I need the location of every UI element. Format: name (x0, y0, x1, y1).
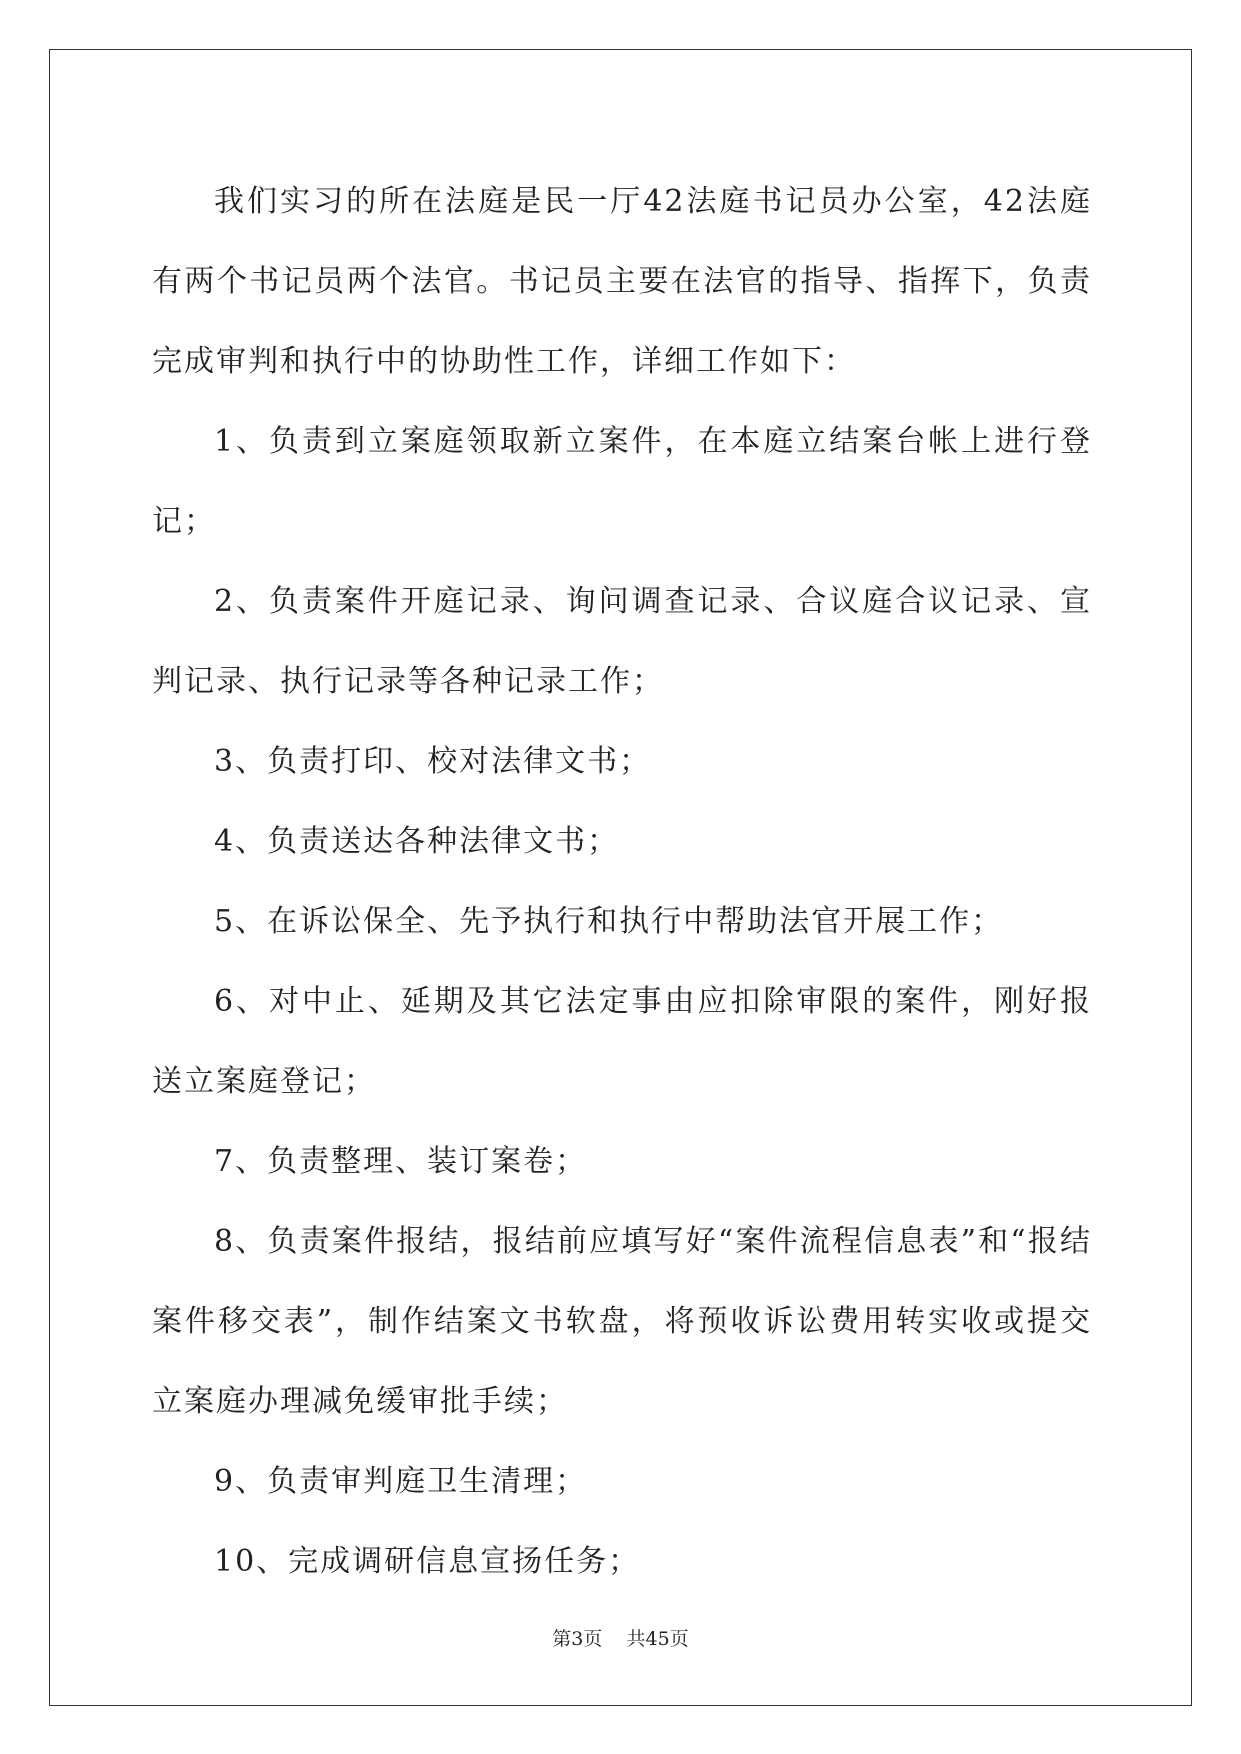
document-body (152, 162, 1092, 1602)
page-footer (0, 1624, 1241, 1651)
list-item: 6、对中止、延期及其它法定事由应扣除审限的案件，刚好报送立案庭登记； (152, 984, 1092, 1099)
paragraph: 我们实习的所在法庭是民一厅42法庭书记员办公室，42法庭有两个书记员两个法官。书记员主要在法官的指导、指挥下，负责完成审判和执行中的协助性工作，详细工作如下： (152, 184, 1092, 379)
list-item: 9、负责审判庭卫生清理； (214, 1464, 588, 1499)
page-number: 第3页 (552, 1628, 603, 1650)
list-item: 3、负责打印、校对法律文书； (214, 744, 652, 779)
list-item: 4、负责送达各种法律文书； (214, 824, 620, 859)
list-item: 5、在诉讼保全、先予执行和执行中帮助法官开展工作； (214, 904, 1004, 939)
list-item: 2、负责案件开庭记录、询问调查记录、合议庭合议记录、宣判记录、执行记录等各种记录工作； (152, 584, 1092, 699)
list-item: 8、负责案件报结，报结前应填写好“案件流程信息表”和“报结案件移交表”，制作结案文书软盘，将预收诉讼费用转实收或提交立案庭办理减免缓审批手续； (152, 1224, 1092, 1419)
list-item: 1、负责到立案庭领取新立案件，在本庭立结案台帐上进行登记； (152, 424, 1092, 539)
page-total: 共45页 (626, 1628, 689, 1650)
list-item: 10、完成调研信息宣扬任务； (214, 1544, 641, 1579)
list-item: 7、负责整理、装订案卷； (214, 1144, 588, 1179)
